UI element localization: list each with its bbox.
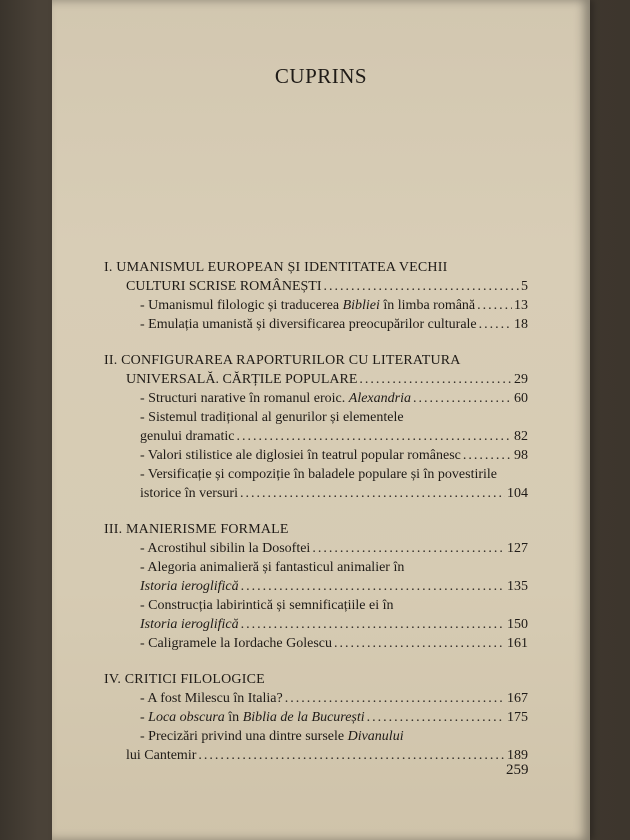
entry-text: - Structuri narative în romanul eroic. bbox=[140, 391, 349, 406]
table-of-contents bbox=[104, 258, 528, 782]
page-ref: 161 bbox=[507, 636, 528, 651]
entry-text: istorice în versuri bbox=[140, 486, 238, 501]
entry-text-after: în limba română bbox=[379, 298, 476, 313]
leader-dots bbox=[236, 427, 512, 446]
leader-dots bbox=[241, 615, 505, 634]
page-ref: 135 bbox=[507, 579, 528, 594]
entry-text: - Emulația umanistă și diversificarea preocupărilor culturale bbox=[140, 317, 477, 332]
leader-dots bbox=[463, 446, 512, 465]
entry-text: în bbox=[224, 710, 243, 725]
toc-entry-line1: - Versificație și compoziție în baladele populare și în povestirile bbox=[140, 467, 498, 482]
entry-text: genului dramatic bbox=[140, 429, 235, 444]
entry-italic: Alexandria bbox=[348, 391, 411, 406]
leader-dots bbox=[198, 746, 505, 765]
page-ref: 175 bbox=[507, 710, 528, 725]
entry-text: - Valori stilistice ale diglosiei în teatrul popular românesc bbox=[140, 448, 461, 463]
leader-dots bbox=[324, 277, 519, 296]
toc-entry bbox=[104, 315, 528, 334]
toc-section-2 bbox=[104, 351, 528, 503]
toc-section-1 bbox=[104, 258, 528, 334]
book-page bbox=[52, 0, 590, 840]
toc-entry bbox=[104, 708, 528, 727]
page-ref: 13 bbox=[514, 298, 528, 313]
toc-section-3 bbox=[104, 520, 528, 653]
toc-entry bbox=[104, 539, 528, 558]
page-title: CUPRINS bbox=[274, 64, 368, 88]
entry-text: - bbox=[140, 710, 149, 725]
toc-entry bbox=[104, 484, 528, 503]
page-ref: 167 bbox=[507, 691, 528, 706]
toc-section-4 bbox=[104, 670, 528, 765]
leader-dots bbox=[367, 708, 505, 727]
section-heading-line bbox=[104, 277, 528, 296]
toc-entry bbox=[104, 446, 528, 465]
toc-entry bbox=[104, 389, 528, 408]
toc-entry bbox=[104, 427, 528, 446]
page-ref: 18 bbox=[514, 317, 528, 332]
entry-text: - Acrostihul sibilin la Dosoftei bbox=[140, 541, 311, 556]
entry-text: lui Cantemir bbox=[126, 748, 197, 763]
leader-dots bbox=[359, 370, 512, 389]
page-ref: 29 bbox=[514, 372, 528, 387]
page-ref: 127 bbox=[507, 541, 528, 556]
toc-entry-line1: - Construcția labirintică și semnificațiile ei în bbox=[140, 598, 394, 613]
section-heading-cont: UNIVERSALĂ. CĂRȚILE POPULARE bbox=[126, 372, 358, 387]
toc-entry bbox=[104, 577, 528, 596]
entry-italic: Divanului bbox=[347, 729, 404, 744]
section-heading: IV. CRITICI FILOLOGICE bbox=[104, 672, 265, 687]
page-ref: 82 bbox=[514, 429, 528, 444]
toc-entry bbox=[104, 746, 528, 765]
entry-italic: Bibliei bbox=[342, 298, 380, 313]
leader-dots bbox=[413, 389, 512, 408]
entry-text: - Umanismul filologic și traducerea bbox=[140, 298, 343, 313]
leader-dots bbox=[334, 634, 505, 653]
page-ref: 5 bbox=[521, 279, 528, 294]
toc-entry-line1: - Alegoria animalieră și fantasticul animalier în bbox=[140, 560, 405, 575]
entry-italic: Loca obscura bbox=[148, 710, 225, 725]
toc-entry bbox=[104, 634, 528, 653]
leader-dots bbox=[312, 539, 505, 558]
toc-entry-line1: - Sistemul tradițional al genurilor și elementele bbox=[140, 410, 404, 425]
section-heading: I. UMANISMUL EUROPEAN ȘI IDENTITATEA VECHII bbox=[104, 260, 448, 275]
leader-dots bbox=[240, 484, 505, 503]
section-heading: III. MANIERISME FORMALE bbox=[104, 522, 289, 537]
section-heading-cont: CULTURI SCRISE ROMÂNEȘTI bbox=[126, 279, 322, 294]
entry-italic: Biblia de la București bbox=[242, 710, 365, 725]
entry-italic: Istoria ieroglifică bbox=[140, 617, 239, 632]
page-number: 259 bbox=[506, 762, 529, 778]
section-heading-line bbox=[104, 370, 528, 389]
page-ref: 60 bbox=[514, 391, 528, 406]
toc-entry bbox=[104, 689, 528, 708]
entry-italic: Istoria ieroglifică bbox=[140, 579, 239, 594]
page-ref: 98 bbox=[514, 448, 528, 463]
leader-dots bbox=[477, 296, 512, 315]
leader-dots bbox=[241, 577, 505, 596]
toc-entry bbox=[104, 296, 528, 315]
toc-entry-line1 bbox=[104, 727, 528, 746]
page-ref: 189 bbox=[507, 748, 528, 763]
entry-text: - A fost Milescu în Italia? bbox=[140, 691, 283, 706]
section-heading: II. CONFIGURAREA RAPORTURILOR CU LITERATURA bbox=[104, 353, 461, 368]
leader-dots bbox=[285, 689, 505, 708]
entry-text: - Precizări privind una dintre sursele bbox=[140, 729, 348, 744]
leader-dots bbox=[479, 315, 512, 334]
page-ref: 104 bbox=[507, 486, 528, 501]
toc-entry bbox=[104, 615, 528, 634]
entry-text: - Caligramele la Iordache Golescu bbox=[140, 636, 333, 651]
page-ref: 150 bbox=[507, 617, 528, 632]
